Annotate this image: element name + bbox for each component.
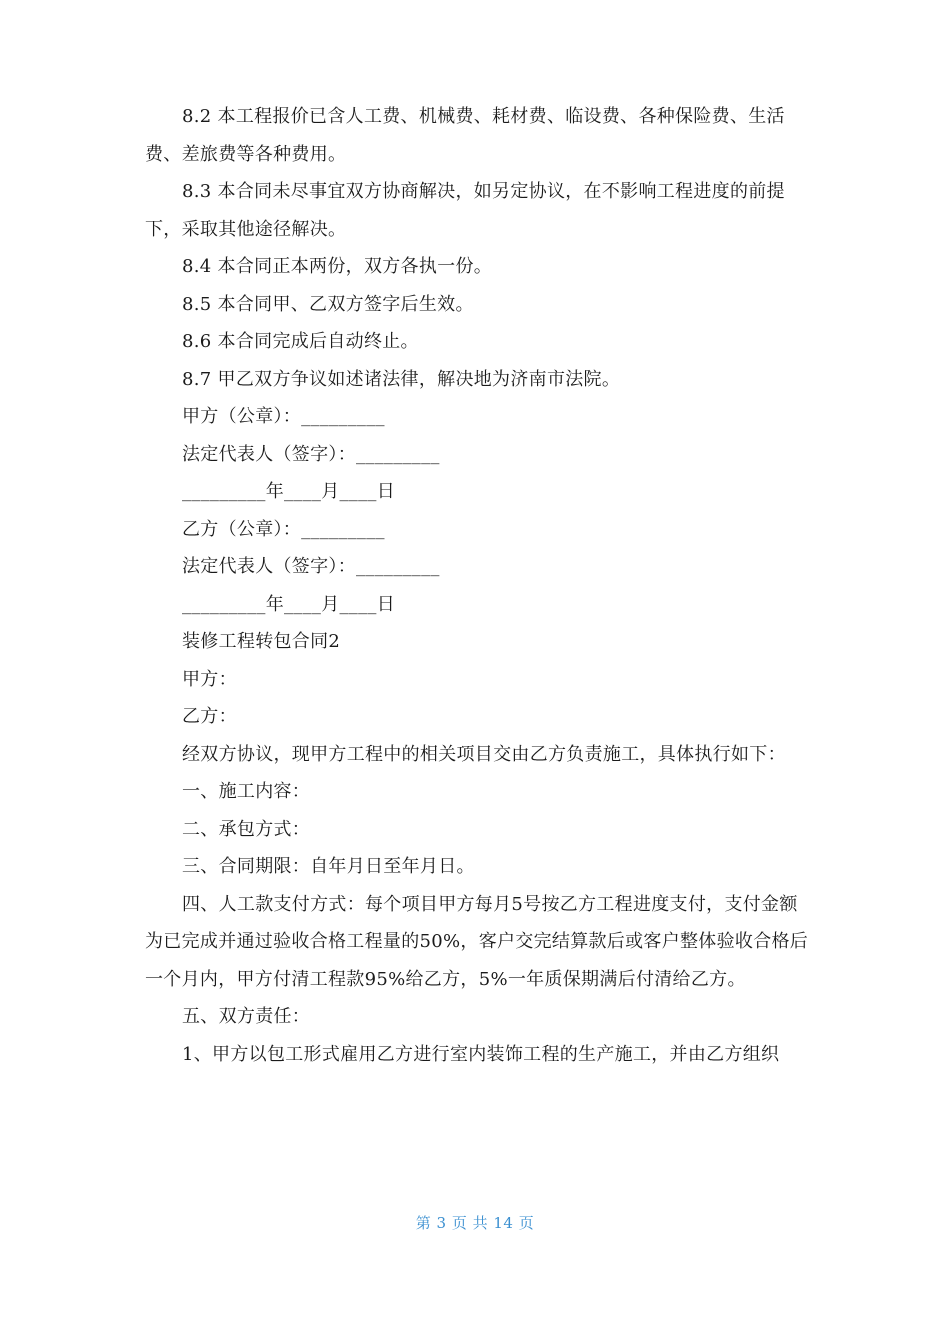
party-b-date-line: _________年____月____日: [182, 593, 395, 615]
section-responsibilities: 五、双方责任：: [182, 1006, 311, 1027]
clause-8-7: 8.7 甲乙双方争议如述诸法律，解决地为济南市法院。: [182, 368, 621, 390]
clause-8-5: 8.5 本合同甲、乙双方签字后生效。: [182, 293, 474, 315]
document-body: [145, 98, 813, 1073]
clause-8-4: 8.4 本合同正本两份，双方各执一份。: [182, 256, 493, 277]
clause-8-3: 8.3 本合同未尽事宜双方协商解决，如另定协议，在不影响工程进度的前提下，采取其他途径解决。: [145, 181, 785, 240]
agreement-intro: 经双方协议，现甲方工程中的相关项目交由乙方负责施工，具体执行如下：: [182, 743, 786, 765]
section-construction-content: 一、施工内容：: [182, 781, 311, 802]
contract-title: 装修工程转包合同2: [182, 631, 341, 652]
party-b-seal-line: 乙方（公章）：_________: [182, 518, 385, 540]
party-b-representative-line: 法定代表人（签字）：_________: [182, 556, 440, 577]
page-number: 第 3 页 共 14 页: [415, 1214, 535, 1232]
responsibility-item-1: 1、甲方以包工形式雇用乙方进行室内装饰工程的生产施工，并由乙方组织: [182, 1043, 780, 1065]
party-a-seal-line: 甲方（公章）：_________: [182, 406, 385, 427]
party-a-representative-line: 法定代表人（签字）：_________: [182, 443, 440, 465]
section-contract-method: 二、承包方式：: [182, 818, 311, 840]
party-a-date-line: _________年____月____日: [182, 481, 395, 502]
party-a-label: 甲方：: [182, 668, 237, 690]
party-b-label: 乙方：: [182, 706, 237, 727]
section-labor-payment: 四、人工款支付方式：每个项目甲方每月5号按乙方工程进度支付，支付金额为已完成并通过验收合格工程量的50%，客户交完结算款后或客户整体验收合格后一个月内，甲方付清工程款95%给乙方，5%一年质保期满后付清给乙方。: [145, 893, 809, 990]
clause-8-2: 8.2 本工程报价已含人工费、机械费、耗材费、临设费、各种保险费、生活费、差旅费等各种费用。: [145, 106, 785, 165]
section-contract-period: 三、合同期限：自年月日至年月日。: [182, 856, 475, 877]
clause-8-6: 8.6 本合同完成后自动终止。: [182, 331, 419, 352]
